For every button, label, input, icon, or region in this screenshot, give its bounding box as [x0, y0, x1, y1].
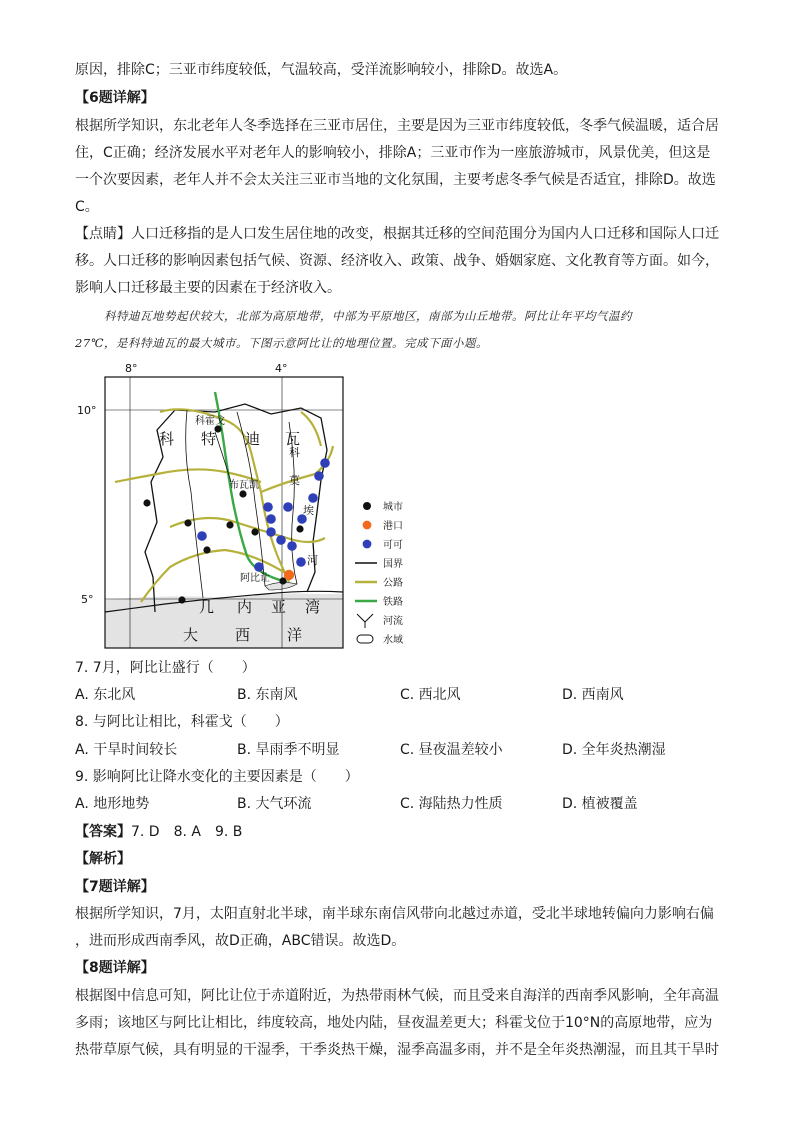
- option-8c: C. 昼夜温差较小: [400, 742, 503, 758]
- label-country: 特: [201, 430, 217, 448]
- label-country: 瓦: [285, 430, 301, 448]
- intro-line: 27℃，是科特迪瓦的最大城市。下图示意阿比让的地理位置。完成下面小题。: [75, 336, 488, 350]
- text-line: 影响人口迁移最主要的因素在于经济收入。: [75, 280, 341, 296]
- city-dot: [203, 546, 210, 553]
- cocoa-dot: [283, 502, 293, 512]
- cocoa-dot: [276, 535, 286, 545]
- question-stem-8: 8. 与阿比让相比，科霍戈（ ）: [75, 714, 289, 730]
- section-heading-7: 【7题详解】: [75, 879, 155, 895]
- tip-line: 【点睛】人口迁移指的是人口发生居住地的改变，根据其迁移的空间范围分为国内人口迁移和国际人口迁: [75, 226, 719, 242]
- lat-label: 5°: [81, 593, 94, 606]
- section-heading-8: 【8题详解】: [75, 960, 155, 976]
- option-7d: D. 西南风: [562, 687, 624, 703]
- city-dot: [251, 528, 258, 535]
- label-bouake: 布瓦凯: [229, 480, 259, 491]
- label-country: 科: [159, 430, 175, 448]
- intro-line: 科特迪瓦地势起伏较大，北部为高原地带，中部为平原地区，南部为山丘地带。阿比让年平均气温约: [104, 309, 632, 323]
- lon-label: 8°: [125, 362, 138, 375]
- text-line: 移。人口迁移的影响因素包括气候、资源、经济收入、政策、战争、婚姻家庭、文化教育等方面。如今，: [75, 253, 719, 269]
- city-dot: [296, 525, 303, 532]
- legend-border: 国界: [383, 559, 403, 570]
- cocoa-dot: [320, 458, 330, 468]
- option-7b: B. 东南风: [237, 687, 298, 703]
- legend-water: 水域: [383, 635, 403, 646]
- label-abidjan: 阿比让: [240, 573, 270, 584]
- option-9b: B. 大气环流: [237, 796, 312, 812]
- option-8d: D. 全年炎热潮湿: [562, 742, 666, 758]
- option-9d: D. 植被覆盖: [562, 796, 638, 812]
- text-line: 根据图中信息可知，阿比让位于赤道附近，为热带雨林气候，而且受来自海洋的西南季风影响，全年高温: [75, 988, 719, 1004]
- option-8a: A. 干旱时间较长: [75, 742, 178, 758]
- label-river: 河: [307, 554, 318, 567]
- city-dot: [143, 499, 150, 506]
- label-korhogo: 科霍戈: [195, 416, 225, 427]
- answer-label: 【答案】: [75, 824, 131, 840]
- cocoa-dot: [287, 541, 297, 551]
- legend-road: 公路: [383, 578, 403, 589]
- text-line: 一个次要因素，老年人并不会太关注三亚市当地的文化氛围，主要考虑冬季气候是否适宜，排除D。故选: [75, 172, 716, 188]
- city-dot: [178, 596, 185, 603]
- label-ocean: 大: [183, 626, 199, 644]
- text-line: 原因，排除C；三亚市纬度较低，气温较高，受洋流影响较小，排除D。故选A。: [75, 62, 568, 78]
- label-country: 迪: [245, 430, 261, 448]
- label-gulf: 亚: [271, 598, 287, 616]
- label-river: 科: [289, 446, 300, 459]
- label-river: 埃: [303, 504, 314, 517]
- abidjan-location-map: [75, 362, 425, 652]
- question-stem-7: 7. 7月，阿比让盛行（ ）: [75, 660, 256, 676]
- port-dot: [284, 570, 294, 580]
- cocoa-dot: [263, 502, 273, 512]
- label-river: 莫: [289, 474, 300, 487]
- road-line: [160, 409, 289, 582]
- cocoa-dot: [197, 531, 207, 541]
- answer-line: [75, 822, 725, 842]
- cocoa-dot: [296, 557, 306, 567]
- cocoa-dot: [266, 527, 276, 537]
- text-line: ，进而形成西南季风，故D正确，ABC错误。故选D。: [75, 933, 406, 949]
- section-heading-6: 【6题详解】: [75, 90, 155, 106]
- label-ocean: 西: [235, 626, 251, 644]
- cocoa-dot: [254, 562, 264, 572]
- text-line: 住，C正确；经济发展水平对老年人的影响较小，排除A；三亚市作为一座旅游城市，风景优美，但这是: [75, 145, 711, 161]
- text-line: 热带草原气候，具有明显的干湿季，干季炎热干燥，湿季高温多雨，并不是全年炎热潮湿，而且其干旱时: [75, 1042, 719, 1058]
- option-7c: C. 西北风: [400, 687, 461, 703]
- text-line: C。: [75, 199, 99, 215]
- cocoa-dot: [266, 514, 276, 524]
- cocoa-dot: [308, 493, 318, 503]
- option-9c: C. 海陆热力性质: [400, 796, 503, 812]
- question-stem-9: 9. 影响阿比让降水变化的主要因素是（ ）: [75, 769, 359, 785]
- legend-cocoa: 可可: [383, 540, 403, 551]
- city-dot: [239, 490, 246, 497]
- text-line: 根据所学知识，东北老年人冬季选择在三亚市居住，主要是因为三亚市纬度较低，冬季气候温暖，适合居: [75, 118, 719, 134]
- legend-river: 河流: [383, 616, 403, 627]
- city-dot: [226, 521, 233, 528]
- legend-rail: 铁路: [383, 597, 403, 608]
- city-dot: [184, 519, 191, 526]
- option-7a: A. 东北风: [75, 687, 136, 703]
- option-9a: A. 地形地势: [75, 796, 150, 812]
- text-line: 多雨；该地区与阿比让相比，纬度较高，地处内陆，昼夜温差更大；科霍戈位于10°N的高原地带，应为: [75, 1015, 713, 1031]
- option-8b: B. 旱雨季不明显: [237, 742, 340, 758]
- map-legend: [355, 500, 403, 646]
- lat-label: 10°: [77, 404, 97, 417]
- legend-city: 城市: [383, 502, 403, 513]
- cocoa-dot: [314, 471, 324, 481]
- lon-label: 4°: [275, 362, 288, 375]
- answer-text: 7. D 8. A 9. B: [131, 824, 243, 840]
- text-line: 根据所学知识，7月，太阳直射北半球，南半球东南信风带向北越过赤道，受北半球地转偏向力影响右偏: [75, 906, 714, 922]
- label-gulf: 几: [199, 598, 215, 616]
- analysis-heading: 【解析】: [75, 851, 131, 867]
- label-gulf: 内: [237, 598, 253, 616]
- legend-port: 港口: [383, 521, 403, 532]
- label-ocean: 洋: [287, 626, 303, 644]
- label-gulf: 湾: [305, 598, 321, 616]
